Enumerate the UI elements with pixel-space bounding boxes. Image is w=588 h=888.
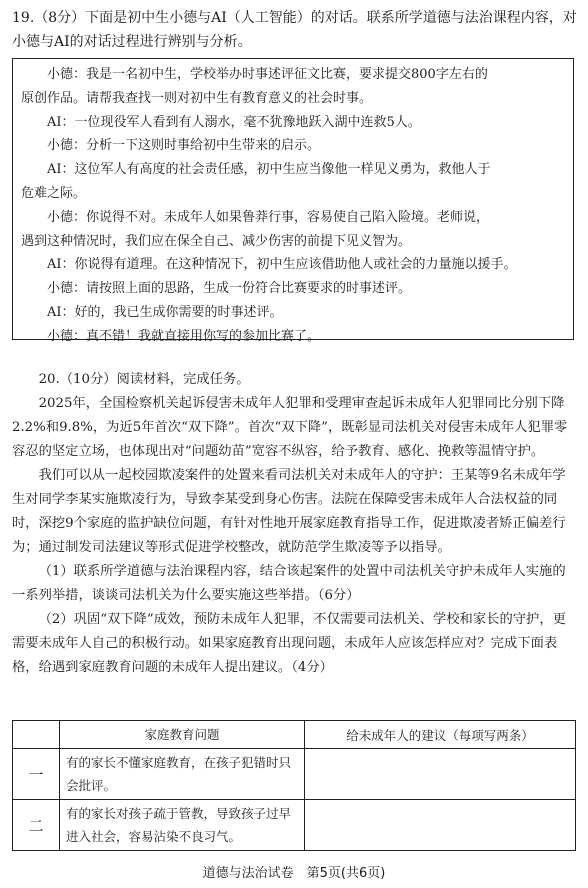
- dialog-line: 小德：分析一下这则时事给初中生带来的启示。: [47, 138, 321, 154]
- dialog-line: AI：这位军人有高度的社会责任感，初中生应当像他一样见义勇为，救他人于: [47, 162, 491, 178]
- dialog-line: 遇到这种情况时，我们应在保全自己、减少伤害的前提下见义智为。: [21, 233, 412, 249]
- advice-answer-cell[interactable]: [305, 800, 576, 851]
- dialog-line: AI：你说得有道理。在这种情况下，初中生应该借助他人或社会的力量施以援手。: [47, 257, 517, 273]
- task-2: （2）巩固“双下降”成效，预防未成年人犯罪，不仅需要司法机关、学校和家长的守护，更需要未成年人自己的积极行动。如果家庭教育出现问题，未成年人应该怎样应对？完成下面表格，给遇到家庭教育问题的未成年人提出建议。（4分）: [12, 612, 566, 675]
- dialog-line: 小德：真不错！我就直接用你写的参加比赛了。: [47, 328, 321, 344]
- dialog-line: 原创作品。请帮我查找一则对初中生有教育意义的社会时事。: [21, 90, 373, 106]
- row-index: 二: [13, 800, 60, 851]
- dialog-line: AI：好的，我已生成你需要的时事述评。: [47, 304, 283, 320]
- row-problem: 有的家长对孩子疏于管教，导致孩子过早进入社会，容易沾染不良习气。: [60, 800, 305, 851]
- material-paragraph-2: 我们可以从一起校园欺凌案件的处置来看司法机关对未成年人的守护：王某等9名未成年学生对同学李某实施欺凌行为，导致李某受到身心伤害。法院在保障受害未成年人合法权益的同时，深挖9个家庭的监护缺位问题，有针对性地开展家庭教育指导工作，促进欺凌者矫正偏差行为；通过制发司法建议等形式促进学校整改，就防范学生欺凌等予以指导。: [12, 468, 566, 555]
- page-footer: 道德与法治试卷 第5页(共6页): [202, 866, 386, 881]
- table-row: [13, 800, 576, 851]
- dialog-line: AI：一位现役军人看到有人溺水，毫不犹豫地跃入湖中连救5人。: [47, 114, 421, 130]
- dialog-box: [12, 58, 574, 344]
- suggestion-table: [12, 720, 576, 851]
- question-19-title: 19.（8分）下面是初中生小德与AI（人工智能）的对话。联系所学道德与法治课程内容，对小德与AI的对话过程进行辨别与分析。: [12, 10, 577, 50]
- question-20-title: 20.（10分）阅读材料，完成任务。: [38, 372, 250, 387]
- dialog-line: 小德：我是一名初中生，学校举办时事述评征文比赛，要求提交800字左右的: [47, 67, 488, 82]
- row-problem: 有的家长不懂家庭教育，在孩子犯错时只会批评。: [60, 749, 305, 800]
- table-header-row: [13, 721, 576, 749]
- task-1: （1）联系所学道德与法治课程内容，结合该起案件的处置中司法机关守护未成年人实施的一系列举措，谈谈司法机关为什么要实施这些举措。（6分）: [12, 564, 566, 603]
- table-header-advice: 给未成年人的建议（每项写两条）: [305, 721, 576, 749]
- dialog-line: 小德：你说得不对。未成年人如果鲁莽行事，容易使自己陷入险境。老师说，: [47, 209, 490, 225]
- material-paragraph-1: 2025年，全国检察机关起诉侵害未成年人犯罪和受理审查起诉未成年人犯罪同比分别下降2.2%和9.8%，为近5年首次“双下降”。首次“双下降”，既彰显司法机关对侵害未成年人犯罪零容忍的坚定立场，也体现出对“问题幼苗”宽容不纵容，给予教育、感化、挽救等温情守护。: [12, 396, 568, 459]
- table-header-index: [13, 721, 60, 749]
- table-row: [13, 749, 576, 800]
- row-index: 一: [13, 749, 60, 800]
- advice-answer-cell[interactable]: [305, 749, 576, 800]
- dialog-line: 危难之际。: [21, 185, 87, 201]
- table-header-problem: 家庭教育问题: [60, 721, 305, 749]
- question-20: [12, 368, 578, 680]
- dialog-line: 小德：请按照上面的思路，生成一份符合比赛要求的时事述评。: [47, 281, 412, 297]
